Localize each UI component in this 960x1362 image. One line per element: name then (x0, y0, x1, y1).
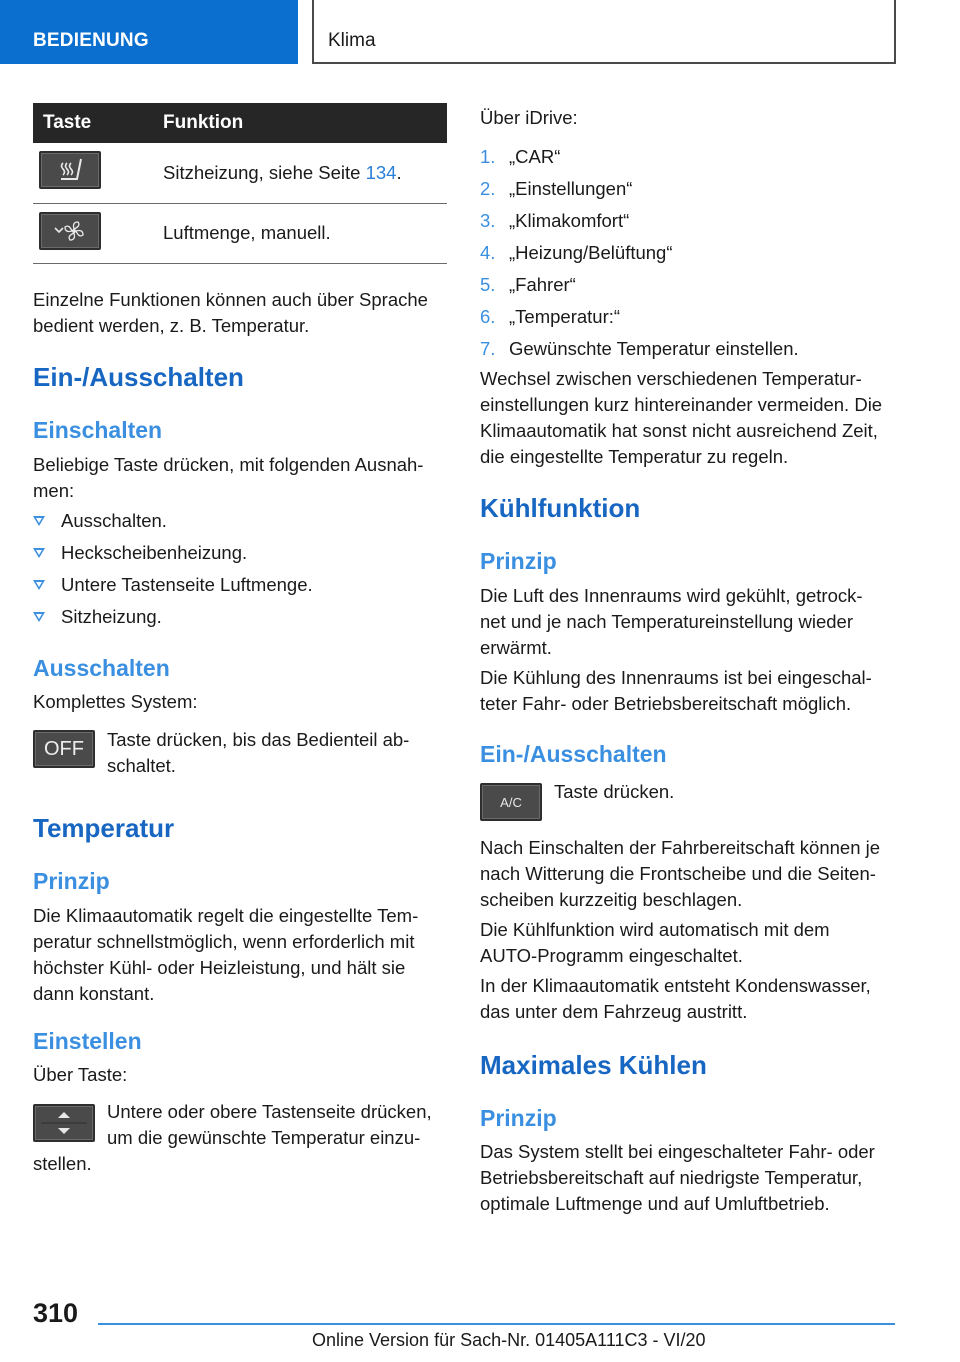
einstellen-button-paragraph: Untere oder obere Tastenseite drücken, um die gewünschte Temperatur einzu- (107, 1101, 432, 1148)
heading-einschalten: Einschalten (33, 417, 163, 443)
ac-paragraph-2: Die Kühlfunktion wird automatisch mit dem AUTO-Programm eingeschaltet. (480, 919, 830, 966)
heading-ausschalten: Ausschalten (33, 655, 170, 681)
heading-prinzip: Prinzip (480, 1105, 557, 1131)
heading-ein-ausschalten: Ein-/Ausschalten (33, 362, 244, 392)
table-cell-function: Sitzheizung, siehe Seite 134. (163, 143, 447, 203)
table-header-function: Funktion (163, 103, 447, 143)
heading-temperatur: Temperatur (33, 813, 175, 843)
einstellen-paragraph: Über Taste: (33, 1064, 128, 1085)
einschalten-paragraph: Beliebige Taste drücken, mit folgenden Ausnah- men: (33, 454, 424, 501)
seat-heating-icon (39, 151, 101, 189)
table-row (33, 203, 447, 263)
footer-divider (98, 1323, 895, 1325)
heading-prinzip: Prinzip (480, 548, 557, 574)
table-row (33, 143, 447, 203)
intro-paragraph: Einzelne Funktionen können auch über Sprache bedient werden, z. B. Temperatur. (33, 289, 428, 336)
ac-button-icon: A/C (480, 783, 542, 821)
footer-text: Online Version für Sach-Nr. 01405A111C3 - VI/20 (312, 1330, 706, 1350)
wechsel-paragraph: Wechsel zwischen verschiedenen Temperatur- einstellungen kurz hintereinander vermeiden. Die Klimaautomatik hat sonst nicht ausreichend Zeit, die eingestellte Temperatur zu regeln. (480, 368, 883, 467)
page-number: 310 (33, 1298, 79, 1328)
chapter-title: Klima (312, 0, 896, 64)
kuehl-paragraph-2: Die Kühlung des Innenraums ist bei eingeschal- teter Fahr- oder Betriebsbereitschaft möglich. (480, 667, 872, 714)
page-link[interactable]: 134 (365, 161, 397, 183)
temperature-updown-icon (33, 1104, 95, 1142)
heading-prinzip: Prinzip (33, 868, 110, 894)
kuehl-paragraph-1: Die Luft des Innenraums wird gekühlt, getrock- net und je nach Temperatureinstellung wieder erwärmt. (480, 585, 863, 658)
ac-button-paragraph: Taste drücken. (554, 781, 675, 802)
heading-ein-ausschalten-kuehl: Ein-/Ausschalten (480, 741, 667, 767)
heading-einstellen: Einstellen (33, 1028, 142, 1054)
bullet-triangle-icon (33, 580, 45, 590)
prinzip-paragraph: Die Klimaautomatik regelt die eingestellte Tem- peratur schnellstmöglich, wenn erforderlich mit höchster Kühl- oder Heizleistung, und hält sie dann konstant. (33, 905, 419, 1004)
ausschalten-paragraph: Komplettes System: (33, 691, 198, 712)
off-button-icon: OFF (33, 730, 95, 768)
ac-paragraph-1: Nach Einschalten der Fahrbereitschaft können je nach Witterung die Frontscheibe und die Seiten- scheiben kurzzeitig beschlagen. (480, 837, 881, 910)
einstellen-button-paragraph-end: stellen. (33, 1153, 92, 1174)
bullet-triangle-icon (33, 548, 45, 558)
fan-icon (39, 212, 101, 250)
heading-kuehlfunktion: Kühlfunktion (480, 493, 641, 523)
bullet-triangle-icon (33, 612, 45, 622)
heading-maximales-kuehlen: Maximales Kühlen (480, 1050, 707, 1080)
ac-paragraph-3: In der Klimaautomatik entsteht Kondenswasser, das unter dem Fahrzeug austritt. (480, 975, 871, 1022)
off-button-paragraph: Taste drücken, bis das Bedienteil ab- schaltet. (107, 729, 410, 776)
section-tab: BEDIENUNG (0, 0, 298, 64)
bullet-triangle-icon (33, 516, 45, 526)
max-paragraph: Das System stellt bei eingeschalteter Fahr- oder Betriebsbereitschaft auf niedrigste Temperatur, optimale Luftmenge und auf Umluftbetrieb. (480, 1141, 875, 1214)
table-cell-function: Luftmenge, manuell. (163, 203, 447, 263)
idrive-intro: Über iDrive: (480, 107, 578, 128)
key-function-table (33, 103, 447, 264)
table-header-key: Taste (33, 103, 163, 143)
